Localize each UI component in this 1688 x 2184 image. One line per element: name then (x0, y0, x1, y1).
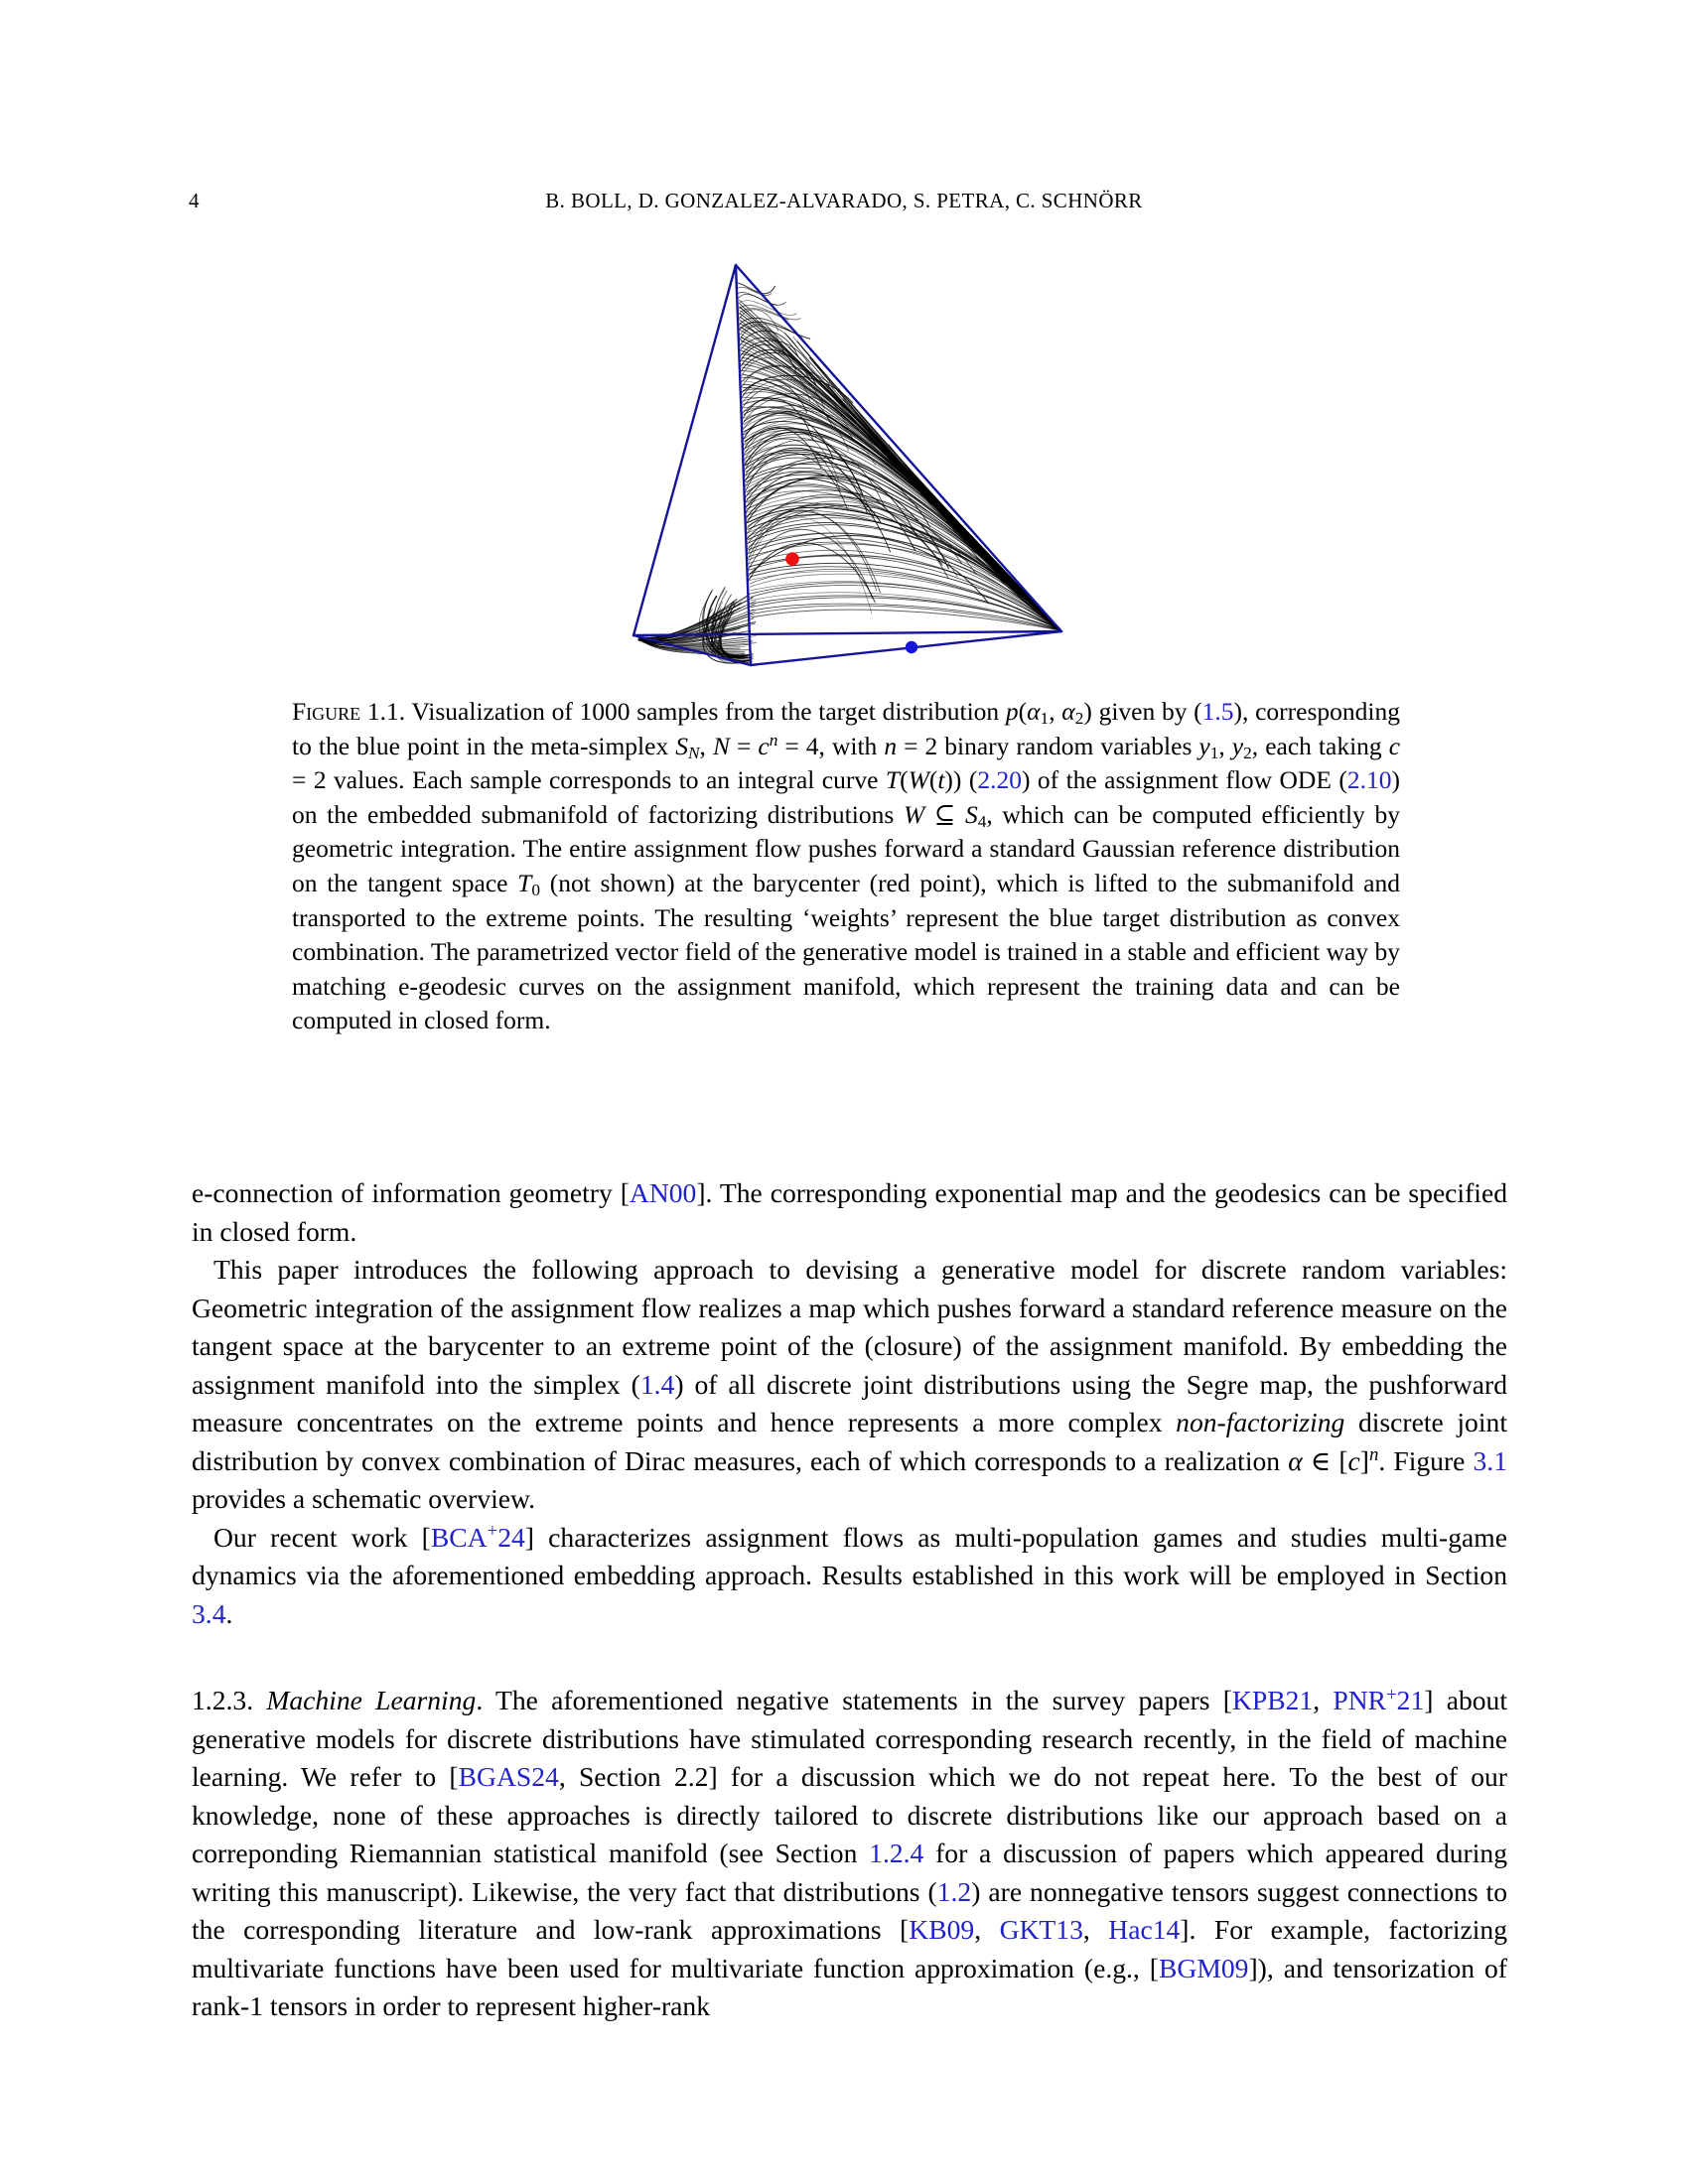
text-segment: )) ( (944, 765, 978, 795)
text-segment: c (1388, 731, 1401, 760)
text-segment: Visualization of 1000 samples from the target distribution (405, 697, 1006, 726)
text-segment: N (687, 743, 700, 762)
text-segment: c (758, 731, 770, 760)
text-segment: ⊆ (924, 799, 965, 829)
ref-link[interactable]: Hac14 (1108, 1914, 1181, 1945)
text-segment: , (974, 1914, 1000, 1945)
text-segment: ) of all discrete joint distributions using the Segre map, the pushforward measure concentrates on the extreme points and hence represents a more complex (192, 1368, 1507, 1437)
text-segment: α (1288, 1444, 1303, 1476)
ref-link[interactable]: + (1386, 1684, 1397, 1706)
simplex-edge (736, 265, 1061, 631)
text-segment: ( (900, 765, 909, 795)
section-paragraph-1-2-3 (192, 1682, 1507, 2026)
text-segment: non-factorizing (1176, 1407, 1345, 1437)
text-segment: 4 (977, 812, 987, 832)
text-segment: ]. For example, factorizing multivariate functions have been used for multivariate function approximation (e.g., [ (192, 1914, 1507, 1983)
text-segment: for a discussion of papers which appeared during writing this manuscript). Likewise, the very fact that distributions ( (192, 1838, 1507, 1907)
text-segment: y (1231, 731, 1244, 760)
ref-link[interactable]: 1.2 (936, 1875, 972, 1907)
text-segment: ] (1359, 1444, 1369, 1476)
ref-link[interactable]: BGAS24 (458, 1761, 559, 1792)
text-segment: p (1005, 697, 1019, 726)
text-segment: ]), and tensorization of rank-1 tensors in order to represent higher-rank (192, 1952, 1507, 2021)
integral-curve (751, 606, 1060, 630)
ref-link[interactable]: 2.20 (977, 765, 1022, 795)
text-segment: ∈ [ (1302, 1444, 1348, 1476)
paragraph (192, 1174, 1507, 1251)
text-segment: α (1061, 697, 1075, 726)
text-segment: ) given by ( (1083, 697, 1202, 726)
text-segment: ), corresponding to the blue point in the meta-simplex (292, 697, 1400, 760)
text-segment: t (937, 765, 945, 795)
text-segment: c (1347, 1444, 1360, 1476)
text-segment: Machine Learning (266, 1685, 477, 1715)
text-segment: T (517, 868, 532, 897)
text-segment: ] about generative models for discrete distributions have stimulated corresponding research recently, in the field of machine learning. We refer to [ (192, 1685, 1507, 1792)
text-segment: Our recent work [ (213, 1521, 431, 1553)
barycenter-red-point (785, 552, 799, 566)
ref-link[interactable]: 1.2.4 (869, 1838, 924, 1868)
text-segment: (not shown) at the barycenter (red point), which is lifted to the submanifold and transported to the extreme points. The resulting ‘weights’ represent the blue target distribution as convex combination. The parametrized vector field of the generative model is trained in a stable and efficient way by matching e-geodesic curves on the assignment manifold, which represent the training data and can be computed in closed form. (292, 868, 1400, 1035)
text-segment: S (675, 731, 688, 760)
text-segment: 2 (1243, 743, 1252, 762)
paragraph (192, 1519, 1507, 1634)
text-segment: , (1082, 1914, 1109, 1945)
ref-link[interactable]: 1.4 (639, 1368, 675, 1400)
text-segment: = (729, 731, 759, 760)
text-segment: = 4, with (777, 731, 885, 760)
integral-curve (751, 610, 1060, 630)
simplex-edge (633, 265, 736, 635)
text-segment: This paper introduces the following approach to devising a generative model for discrete random variables: Geometric integration of the assignment flow realizes a map which pushes forward a standard reference measure on the tangent space at the barycenter to an extreme point of the (closure) of the assignment manifold. By embedding the assignment manifold into the simplex ( (192, 1254, 1507, 1400)
text-segment: , (1218, 731, 1232, 760)
text-segment: . (225, 1597, 233, 1629)
text-segment: n (769, 730, 778, 750)
text-segment: ( (1018, 697, 1028, 726)
text-segment: discrete joint distribution by convex combination of Dirac measures, each of which corresponds to a realization (192, 1407, 1507, 1476)
text-segment: ]. The corresponding exponential map and the geodesics can be specified in closed form. (192, 1177, 1508, 1247)
text-segment: , which can be computed efficiently by geometric integration. The entire assignment flow pushes forward a standard Gaussian reference distribution on the tangent space (292, 799, 1400, 897)
text-segment: T (885, 765, 901, 795)
paragraph (192, 1251, 1507, 1519)
text-segment: ( (928, 765, 938, 795)
text-segment: . The aforementioned negative statements in the survey papers [ (476, 1685, 1232, 1715)
ref-link[interactable]: KB09 (909, 1914, 975, 1945)
text-segment: = 2 binary random variables (897, 731, 1199, 760)
ref-link[interactable]: 3.1 (1473, 1444, 1507, 1476)
simplex-flow-plot (609, 248, 1087, 687)
ref-link[interactable]: AN00 (629, 1177, 697, 1208)
text-segment: 1 (1209, 743, 1219, 762)
text-segment: e-connection of information geometry [ (192, 1177, 630, 1208)
text-segment: N (712, 731, 730, 760)
figure-caption (292, 695, 1400, 1038)
text-segment: W (903, 799, 925, 829)
text-segment: ] characterizes assignment flows as multi-population games and studies multi-game dynamics via the aforementioned embedding approach. Results established in this work will be employed in Section (192, 1521, 1507, 1590)
ref-link[interactable]: 24 (497, 1521, 525, 1553)
text-segment: 1 (1040, 709, 1050, 729)
text-segment: ) on the embedded submanifold of factorizing distributions (292, 765, 1400, 829)
ref-link[interactable]: KPB21 (1231, 1685, 1314, 1715)
ref-link[interactable]: BCA (430, 1521, 488, 1553)
body-text (192, 1174, 1507, 2026)
text-segment: ) are nonnegative tensors suggest connections to the corresponding literature and low-rank approximations [ (192, 1875, 1507, 1945)
ref-link[interactable]: 1.5 (1201, 697, 1234, 726)
running-head: B. BOLL, D. GONZALEZ-ALVARADO, S. PETRA, C. SCHNÖRR (545, 189, 1143, 212)
page-number: 4 (189, 189, 200, 212)
ref-link[interactable]: BGM09 (1158, 1952, 1249, 1983)
ref-link[interactable]: PNR (1333, 1685, 1387, 1715)
ref-link[interactable]: + (487, 1521, 498, 1543)
text-segment: , each taking (1251, 731, 1389, 760)
text-segment: . Figure (1378, 1444, 1474, 1476)
ref-link[interactable]: 2.10 (1346, 765, 1392, 795)
text-segment: α (1027, 697, 1041, 726)
text-segment: , (1313, 1685, 1334, 1715)
ref-link[interactable]: 3.4 (192, 1597, 226, 1629)
text-segment: 1.2.3. (192, 1685, 267, 1715)
text-segment: , (1049, 697, 1062, 726)
text-segment: y (1198, 731, 1210, 760)
ref-link[interactable]: GKT13 (999, 1914, 1083, 1945)
text-segment: 0 (531, 881, 541, 900)
ref-link[interactable]: 21 (1396, 1685, 1425, 1715)
figure-1-1 (609, 248, 1087, 687)
text-segment: n (884, 731, 898, 760)
text-segment: , Section 2.2] for a discussion which we do not repeat here. To the best of our knowledge, none of these approaches is directly tailored to discrete distributions like our approach based on a correponding Riemannian statistical manifold (see Section (192, 1761, 1507, 1868)
integral-curve (748, 510, 1060, 630)
text-segment: n (1368, 1444, 1379, 1466)
text-segment: provides a schematic overview. (192, 1483, 536, 1514)
text-segment: Figure 1.1. (292, 697, 406, 726)
text-segment: = 2 values. Each sample corresponds to an integral curve (292, 765, 886, 795)
text-segment: S (964, 799, 978, 829)
text-segment: 2 (1074, 709, 1084, 729)
text-segment: ) of the assignment flow ODE ( (1021, 765, 1347, 795)
target-blue-point (906, 641, 917, 653)
text-segment: W (908, 765, 929, 795)
text-segment: , (699, 731, 713, 760)
